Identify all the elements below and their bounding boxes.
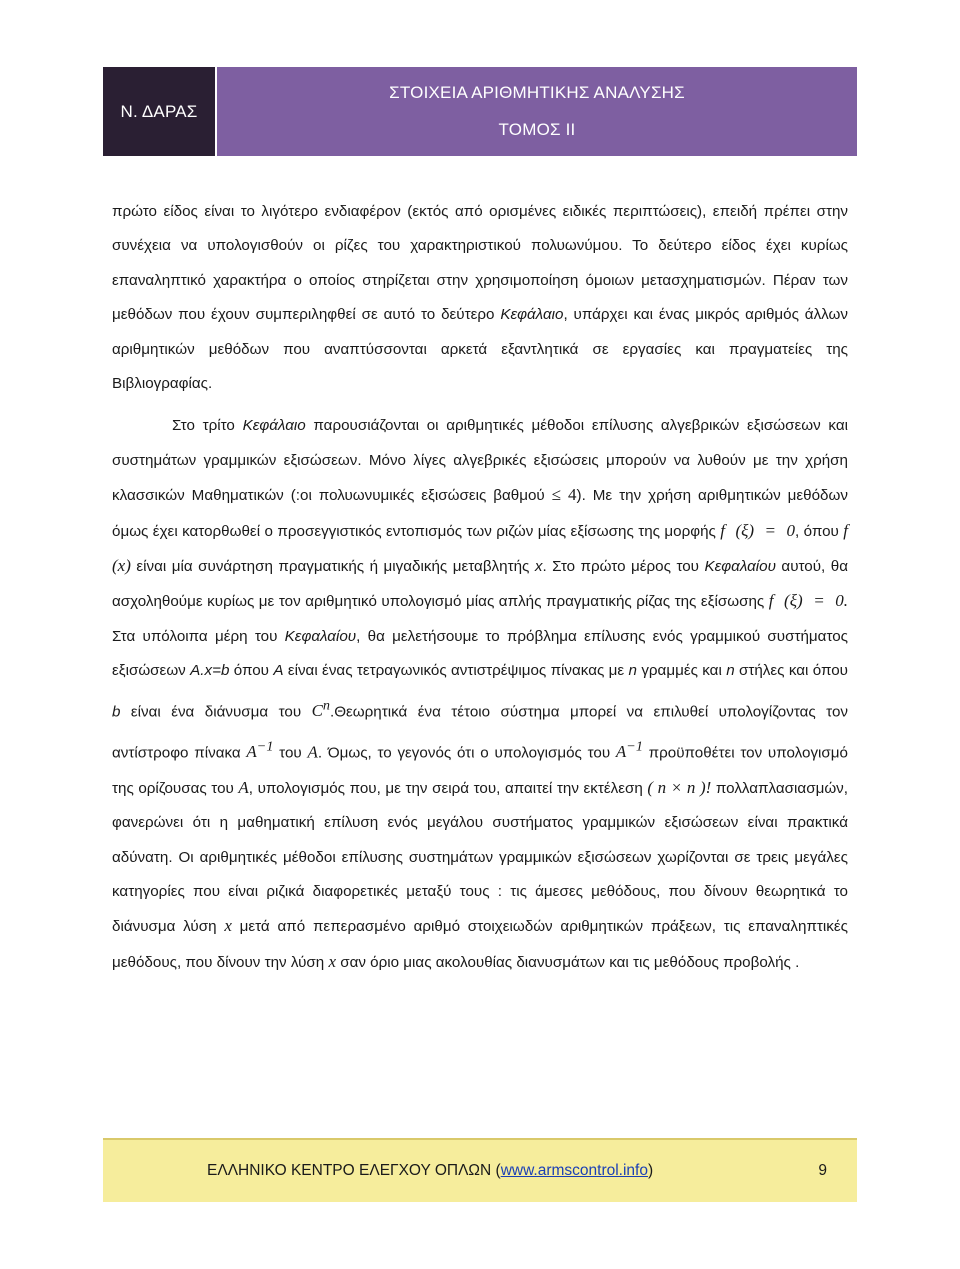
math-inverse: $A^{-1}$ <box>246 738 274 762</box>
text-run: , θα μελετήσουμε το πρόβλημα επίλυσης ενός γραμμικού συστήματος εξισώσεων <box>112 627 848 680</box>
math-equation: f (ξ) = 0 <box>720 520 795 540</box>
text-run: παρουσιάζονται οι αριθμητικές μέθοδοι επίλυσης αλγεβρικών εξισώσεων και συστημάτων γραμμικών εξισώσεων. Μόνο λίγες αλγεβρικές εξισώσεις μπορούν να λυθούν με την χρήση κλασσικών Μαθηματικών (:οι πολυωνυμικές εξισώσεις βαθμού <box>112 417 848 505</box>
text-run: . Στο πρώτο μέρος του <box>542 558 705 576</box>
math-system: A.x=b <box>190 662 230 680</box>
math-variable: x <box>534 558 543 576</box>
header-author: Ν. ΔΑΡΑΣ <box>120 101 198 121</box>
math-factorial: ( n × n )! <box>647 777 712 797</box>
math-variable: x <box>224 916 232 936</box>
text-run: είναι μία συνάρτηση πραγματικής ή μιγαδικής μεταβλητής <box>130 558 535 576</box>
math-variable: A <box>273 662 284 680</box>
header-title-box <box>217 67 857 156</box>
text-run: πρώτο είδος είναι το λιγότερο ενδιαφέρον (εκτός από ορισμένες ειδικές περιπτώσεις), επειδή πρέπει στην συνέχεια να υπολογισθούν οι ρίζες του χαρακτηριστικού πολυωνύμου. Το δεύτερο είδος έχει κυρίως επαναληπτικό χαρακτήρα ο οποίος στηρίζεται στην χρησιμοποίηση όμοιων μετασχηματισμών. Πέραν των μεθόδων που έχουν συμπεριληφθεί σε αυτό το δεύτερο <box>112 203 848 324</box>
page-number: 9 <box>818 1162 827 1179</box>
text-run: είναι ένα διάνυσμα του <box>120 703 312 721</box>
math-variable: x <box>328 951 336 971</box>
math-inverse: $A^{-1}$ <box>615 738 643 762</box>
math-variable: n <box>628 662 637 680</box>
page-header <box>103 67 857 156</box>
text-run: , υπάρχει και ένας μικρός αριθμός άλλων αριθμητικών μεθόδων που αναπτύσσονται αρκετά εξαντλητικά σε εργασίες και πραγματείες της Βιβλιογραφίας. <box>112 306 848 393</box>
text-run: είναι ένας τετραγωνικός αντιστρέψιμος πίνακας με <box>283 662 629 680</box>
text-run: Στα υπόλοιπα μέρη του <box>112 627 285 645</box>
text-run: . Όμως, το γεγονός ότι ο υπολογισμός του <box>317 744 616 762</box>
text-run: του <box>273 744 308 762</box>
math-variable: n <box>726 662 735 680</box>
text-run: μετά από πεπερασμένο αριθμό στοιχειωδών αριθμητικών πράξεων, τις επαναληπτικές μεθόδους, που δίνουν την λύση <box>112 918 848 971</box>
math-variable: b <box>112 703 121 721</box>
math-variable: A <box>307 742 318 762</box>
header-author-box <box>103 67 215 156</box>
text-run: , υπολογισμός που, με την σειρά του, απαιτεί την εκτέλεση <box>248 779 648 797</box>
math-function: f (x) <box>112 520 849 576</box>
footer-org: ΕΛΛΗΝΙΚΟ ΚΕΝΤΡΟ ΕΛΕΓΧΟΥ ΟΠΛΩΝ (www.armscontrol.info) <box>207 1162 654 1179</box>
page-footer <box>103 1138 857 1202</box>
text-run: ). Με την χρήση αριθμητικών μεθόδων όμως έχει κατορθωθεί ο προσεγγιστικός εντοπισμός των ριζών μίας εξίσωσης της μορφής <box>112 487 848 540</box>
text-run: σαν όριο μιας ακολουθίας διανυσμάτων και τις μεθόδους προβολής . <box>335 953 800 971</box>
paragraph-1 <box>112 195 848 401</box>
math-degree: ≤ 4 <box>551 485 577 505</box>
text-run: , όπου <box>794 522 844 540</box>
text-run: στήλες και όπου <box>734 662 848 680</box>
header-book-title: ΣΤΟΙΧΕΙΑ ΑΡΙΘΜΗΤΙΚΗΣ ΑΝΑΛΥΣΗΣ <box>389 83 685 103</box>
math-variable: A <box>238 777 249 797</box>
text-run: γραμμές και <box>636 662 727 680</box>
emphasis-chapter: Κεφαλαίου <box>704 558 776 576</box>
math-equation: f (ξ) = 0. <box>768 591 849 611</box>
body-text <box>112 195 848 980</box>
text-run: .Θεωρητικά ένα τέτοιο σύστημα μπορεί να επιλυθεί υπολογίζοντας τον αντίστροφο πίνακα <box>112 703 848 762</box>
emphasis-chapter: Κεφάλαιο <box>242 417 306 435</box>
text-run: αυτού, θα ασχοληθούμε κυρίως με τον αριθμητικό υπολογισμό μίας απλής πραγματικής ρίζας της εξίσωσης <box>112 558 848 611</box>
header-volume: ΤΟΜΟΣ ΙΙ <box>498 119 576 139</box>
text-run: Στο τρίτο <box>172 417 243 435</box>
footer-website-link[interactable]: www.armscontrol.info <box>500 1162 648 1179</box>
math-complex-space: $C^n$ <box>311 697 330 721</box>
emphasis-chapter: Κεφάλαιο <box>500 306 564 324</box>
text-run: προϋποθέτει τον υπολογισμό της ορίζουσας του <box>112 744 849 797</box>
text-run: όπου <box>229 662 274 680</box>
emphasis-chapter: Κεφαλαίου <box>284 627 357 645</box>
text-run: πολλαπλασιασμών, φανερώνει ότι η μαθηματική επίλυση ενός μεγάλου συστήματος γραμμικών εξισώσεων είναι πρακτικά αδύνατη. Οι αριθμητικές μέθοδοι επίλυσης συστημάτων γραμμικών εξισώσεων χωρίζονται σε τρεις μεγάλες κατηγορίες που είναι ριζικά διαφορετικές μεταξύ τους : τις άμεσες μεθόδους, που δίνουν θεωρητικά το διάνυσμα λύση <box>112 779 848 936</box>
paragraph-2 <box>112 409 848 980</box>
